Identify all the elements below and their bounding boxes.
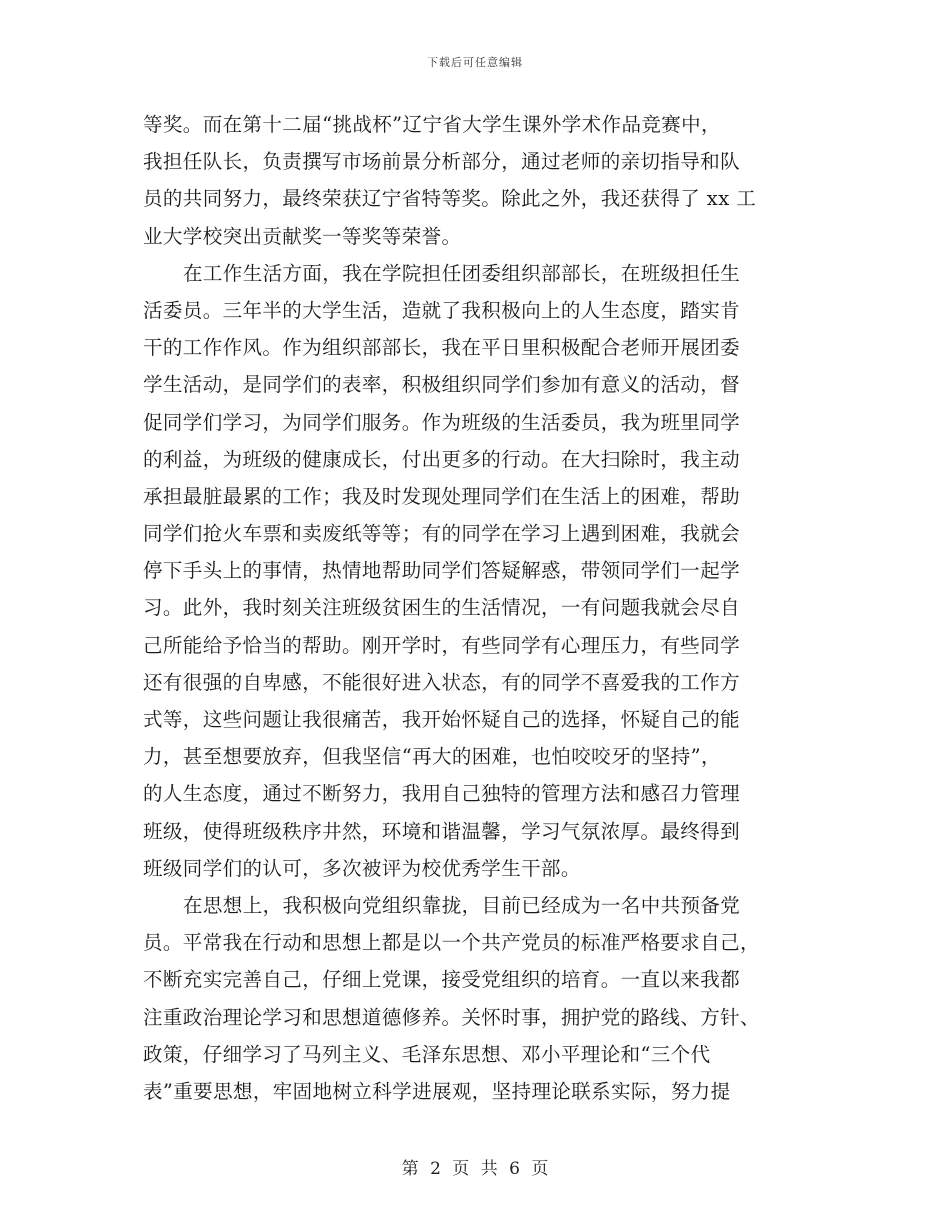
text-line: 等奖。而在第十二届“挑战杯”辽宁省大学生课外学术作品竞赛中， [143, 113, 721, 136]
page-header-note: 下载后可任意编辑 [427, 56, 523, 69]
text-line: 承担最脏最累的工作；我及时发现处理同学们在生活上的困难，帮助 [143, 484, 741, 508]
paragraph-ideology [143, 887, 803, 1110]
text-line: 在工作生活方面，我在学院担任团委组织部部长，在班级担任生 [183, 261, 741, 285]
text-line: 我担任队长，负责撰写市场前景分析部分，通过老师的亲切指导和队 [143, 150, 741, 174]
text-line: 同学们抢火车票和卖废纸等等；有的同学在学习上遇到困难，我就会 [143, 522, 741, 546]
text-line: 停下手头上的事情，热情地帮助同学们答疑解惑，带领同学们一起学 [143, 559, 741, 583]
text-line: 业大学校突出贡献奖一等奖等荣誉。 [143, 224, 462, 248]
text-line: 不断充实完善自己，仔细上党课，接受党组织的培育。一直以来我都 [143, 968, 741, 992]
text-line: 还有很强的自卑感，不能很好进入状态，有的同学不喜爱我的工作方 [143, 670, 741, 694]
paragraph-awards [143, 106, 803, 255]
text-line: 政策，仔细学习了马列主义、毛泽东思想、邓小平理论和“三个代 [143, 1042, 711, 1066]
text-line: 班级，使得班级秩序井然，环境和谐温馨，学习气氛浓厚。最终得到 [143, 819, 741, 843]
text-line: 己所能给予恰当的帮助。刚开学时，有些同学有心理压力，有些同学 [143, 633, 741, 657]
text-line: 表”重要思想，牢固地树立科学进展观，坚持理论联系实际，努力提 [143, 1079, 731, 1103]
text-line: 活委员。三年半的大学生活，造就了我积极向上的人生态度，踏实肯 [143, 298, 741, 322]
text-line: 干的工作作风。作为组织部部长，我在平日里积极配合老师开展团委 [143, 336, 741, 360]
text-line: 班级同学们的认可，多次被评为校优秀学生干部。 [143, 856, 581, 880]
document-body [143, 106, 803, 1110]
text-line: 的人生态度，通过不断努力，我用自己独特的管理方法和感召力管理 [143, 782, 741, 806]
text-line: 促同学们学习，为同学们服务。作为班级的生活委员，我为班里同学 [143, 410, 741, 434]
text-line: 的利益，为班级的健康成长，付出更多的行动。在大扫除时，我主动 [143, 447, 741, 471]
text-line: 力，甚至想要放弃，但我坚信“再大的困难，也怕咬咬牙的坚持”， [143, 745, 721, 769]
text-line: 学生活动，是同学们的表率，积极组织同学们参加有意义的活动，督 [143, 373, 741, 397]
text-line: 员。平常我在行动和思想上都是以一个共产党员的标准严格要求自己， [143, 931, 760, 955]
text-line: 习。此外，我时刻关注班级贫困生的生活情况，一有问题我就会尽自 [143, 596, 741, 620]
text-line: 在思想上，我积极向党组织靠拢，目前已经成为一名中共预备党 [183, 893, 741, 917]
page-number: 第 2 页 共 6 页 [401, 1159, 549, 1179]
text-line: 式等，这些问题让我很痛苦，我开始怀疑自己的选择，怀疑自己的能 [143, 708, 741, 731]
paragraph-work-life [143, 255, 803, 887]
text-line: 员的共同努力，最终荣获辽宁省特等奖。除此之外，我还获得了 xx 工 [143, 187, 757, 211]
text-line: 注重政治理论学习和思想道德修养。关怀时事，拥护党的路线、方针、 [143, 1005, 760, 1029]
